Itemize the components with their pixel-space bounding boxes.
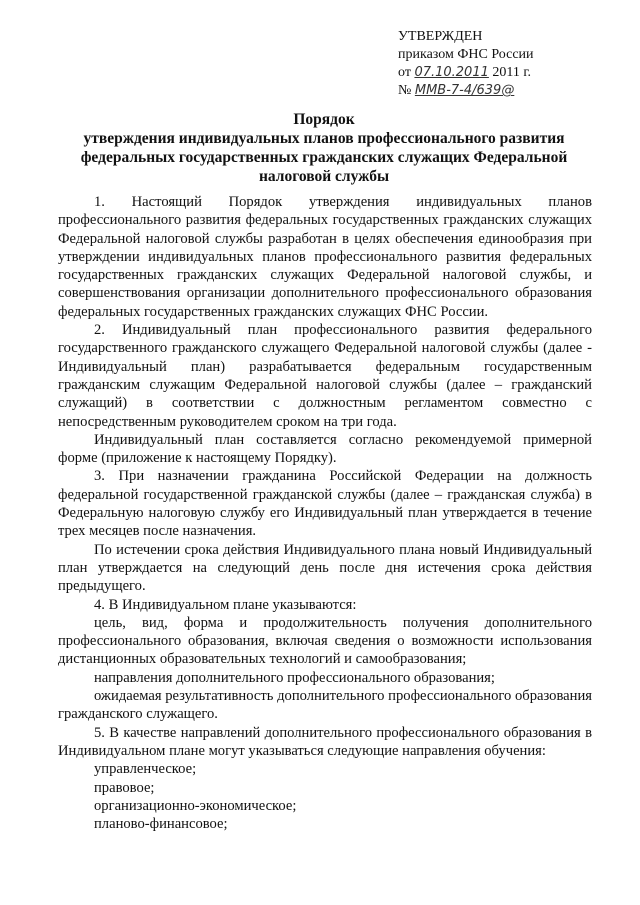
approval-number-line — [398, 82, 598, 100]
paragraph-10: 5. В качестве направлений дополнительного профессионального образования в Индивидуальном плане могут указываться следующие направления обучения: — [58, 724, 592, 759]
date-suffix: 2011 г. — [492, 65, 532, 80]
approval-stamp — [398, 28, 598, 100]
approval-order-line: приказом ФНС России — [398, 47, 534, 62]
number-prefix: № — [398, 83, 412, 98]
paragraph-2: 2. Индивидуальный план профессионального развития федерального государственного гражданского служащего Федеральной налоговой службы (далее - Индивидуальный план) разрабатывается федеральным государственным гражданским служащим Федеральной налоговой службы (далее – гражданский служащий) в соответствии с должностным регламентом совместно с непосредственным руководителем сроком на три года. — [58, 322, 592, 430]
handwritten-date: 07.10.2011 — [414, 65, 489, 80]
list-item: планово-финансовое; — [94, 816, 228, 833]
paragraph-3: Индивидуальный план составляется согласно рекомендуемой примерной форме (приложение к настоящему Порядку). — [58, 431, 592, 467]
list-item: организационно-экономическое; — [94, 797, 297, 814]
list-item: правовое; — [94, 779, 155, 796]
paragraph-6: 4. В Индивидуальном плане указываются: — [94, 596, 357, 613]
document-title — [56, 110, 592, 186]
handwritten-number: ММВ-7-4/639@ — [414, 83, 515, 98]
document-body — [58, 193, 592, 833]
paragraph-4: 3. При назначении гражданина Российской Федерации на должность федеральной государственной гражданской службы (далее – гражданская служба) в Федеральную налоговую службу его Индивидуальный план утверждается в течение трех месяцев после назначения. — [58, 468, 592, 540]
paragraph-1: 1. Настоящий Порядок утверждения индивидуальных планов профессионального развития федеральных государственных гражданских служащих Федеральной налоговой службы разработан в целях обеспечения единообразия при утверждении индивидуальных планов профессионального развития федеральных государственных гражданских служащих Федеральной налоговой службы, и совершенствования организации дополнительного профессионального образования федеральных государственных гражданских служащих ФНС России. — [58, 194, 592, 320]
paragraph-5: По истечении срока действия Индивидуального плана новый Индивидуальный план утверждается на следующий день после дня истечения срока действия предыдущего. — [58, 541, 592, 595]
list-item: управленческое; — [94, 761, 197, 778]
paragraph-8: направления дополнительного профессионального образования; — [94, 669, 495, 686]
title-line-1: Порядок — [293, 111, 355, 128]
approval-heading: УТВЕРЖДЕН — [398, 29, 483, 44]
paragraph-9: ожидаемая результативность дополнительного профессионального образования гражданского служащего. — [58, 688, 592, 723]
paragraph-7: цель, вид, форма и продолжительность получения дополнительного профессионального образования, включая сведения о возможности использования дистанционных образовательных технологий и самообразования; — [58, 614, 592, 668]
date-prefix: от — [398, 65, 411, 80]
approval-date-line — [398, 64, 598, 82]
title-line-2: утверждения индивидуальных планов профессионального развития федеральных государственных гражданских служащих Федеральной налоговой службы — [80, 130, 568, 185]
